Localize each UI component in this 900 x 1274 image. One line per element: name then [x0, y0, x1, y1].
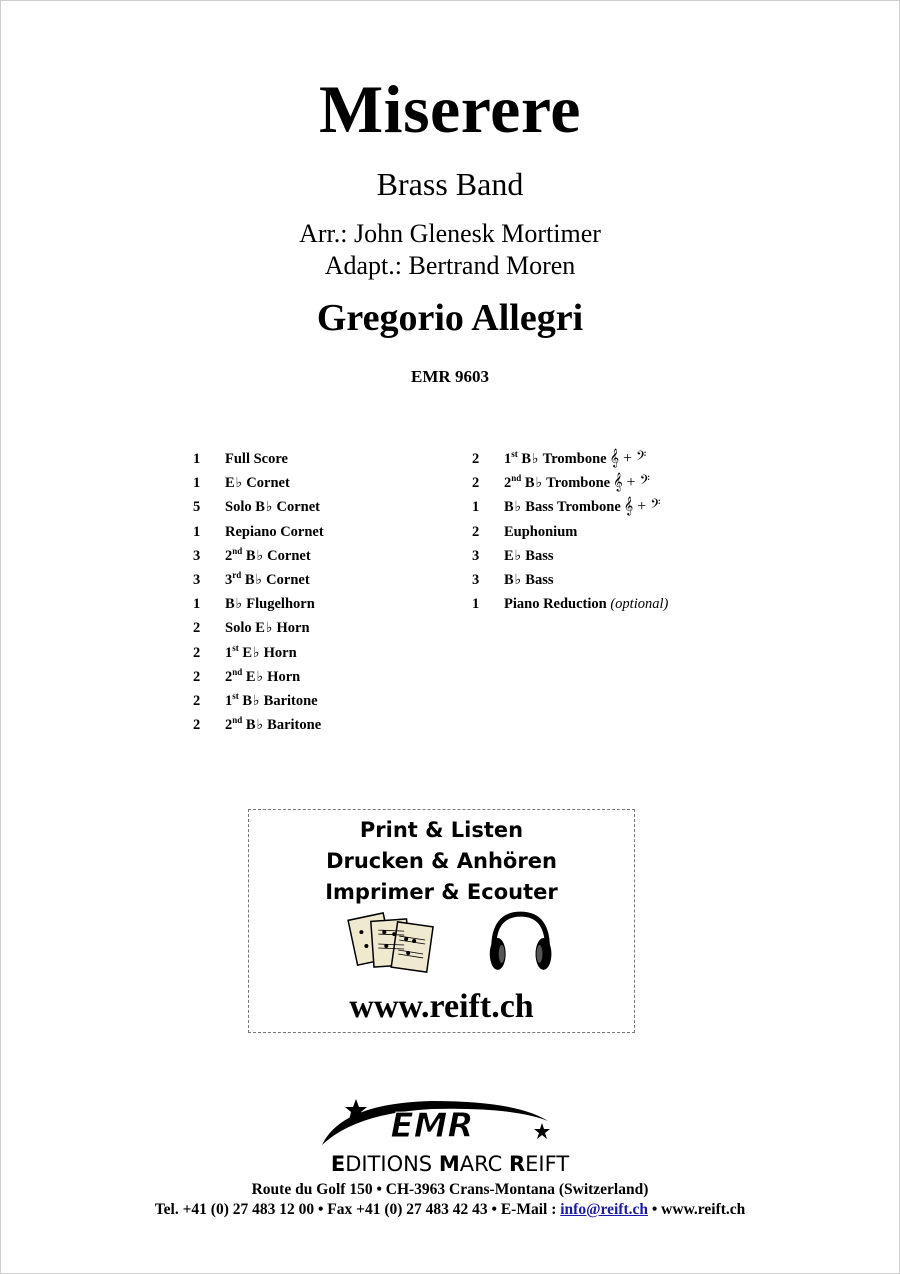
part-name: 3rd B♭ Cornet	[225, 570, 310, 588]
part-name: B♭ Bass Trombone 𝄞 + 𝄢	[504, 498, 661, 516]
part-quantity: 1	[193, 523, 201, 540]
part-name: 2nd B♭ Baritone	[225, 715, 322, 734]
emr-logo	[312, 1093, 557, 1153]
clef-icons: 𝄞 + 𝄢	[609, 450, 647, 467]
flat-sign: ♭	[235, 476, 243, 492]
flat-sign: ♭	[535, 476, 543, 492]
part-quantity: 1	[472, 499, 480, 516]
adapter-credit: Adapt.: Bertrand Moren	[324, 251, 576, 280]
part-quantity: 2	[193, 644, 201, 661]
flat-sign: ♭	[253, 694, 260, 709]
website-text: • www.reift.ch	[648, 1201, 746, 1218]
part-quantity: 2	[472, 523, 480, 540]
part-quantity: 2	[472, 451, 480, 467]
flat-sign: ♭	[265, 621, 273, 637]
part-name: Repiano Cornet	[225, 523, 324, 540]
promo-icons	[249, 910, 634, 985]
part-quantity: 2	[472, 475, 480, 492]
flat-sign: ♭	[235, 597, 243, 613]
part-name: E♭ Cornet	[225, 475, 290, 492]
part-quantity: 1	[193, 475, 201, 492]
flat-sign: ♭	[253, 645, 260, 661]
part-quantity: 2	[193, 693, 201, 709]
part-quantity: 3	[472, 572, 480, 588]
part-name: 1st E♭ Horn	[225, 642, 297, 661]
part-quantity: 5	[193, 499, 201, 516]
emr-logo-text: EMR	[390, 1106, 474, 1146]
part-name: Full Score	[225, 451, 288, 467]
clef-icons: 𝄞 + 𝄢	[613, 474, 650, 492]
sheet-music-icon	[348, 913, 433, 972]
part-quantity: 2	[193, 717, 201, 734]
part-quantity: 2	[193, 620, 201, 637]
part-quantity: 3	[193, 572, 201, 588]
part-name: Euphonium	[504, 523, 578, 540]
part-name: E♭ Bass	[504, 547, 554, 564]
email-link[interactable]: info@reift.ch	[560, 1201, 648, 1218]
flat-sign: ♭	[532, 452, 539, 467]
flat-sign: ♭	[514, 548, 522, 564]
composer-name: Gregorio Allegri	[316, 297, 584, 339]
print-listen-box[interactable]	[248, 809, 635, 1033]
part-quantity: 1	[193, 596, 201, 613]
part-quantity: 3	[193, 547, 201, 564]
part-quantity: 2	[193, 668, 201, 685]
ensemble-subtitle: Brass Band	[376, 166, 524, 202]
flat-sign: ♭	[256, 718, 264, 734]
tel-fax-text: Tel. +41 (0) 27 483 12 00 • Fax +41 (0) 27 483 42 43 • E-Mail :	[154, 1201, 561, 1218]
part-name: 1st B♭ Baritone	[225, 691, 318, 709]
part-name: Piano Reduction (optional)	[504, 596, 669, 613]
flat-sign: ♭	[514, 500, 522, 516]
flat-sign: ♭	[256, 669, 264, 685]
flat-sign: ♭	[514, 573, 522, 588]
part-name: 2nd B♭ Cornet	[225, 545, 311, 564]
part-name: 2nd B♭ Trombone 𝄞 + 𝄢	[504, 473, 650, 492]
part-quantity: 1	[193, 451, 201, 467]
publisher-contact	[0, 1201, 900, 1219]
promo-line-french: Imprimer & Ecouter	[325, 880, 558, 904]
page-title: Miserere	[319, 71, 581, 147]
arranger-credit: Arr.: John Glenesk Mortimer	[299, 219, 601, 248]
optional-note: (optional)	[610, 596, 669, 613]
publisher-name: EDITIONS MARC REIFT	[330, 1152, 570, 1176]
part-name: B♭ Flugelhorn	[225, 596, 315, 613]
part-name: Solo B♭ Cornet	[225, 499, 320, 516]
flat-sign: ♭	[256, 548, 264, 564]
clef-icons: 𝄞 + 𝄢	[623, 498, 661, 516]
flat-sign: ♭	[265, 500, 273, 516]
flat-sign: ♭	[255, 573, 263, 588]
promo-line-english: Print & Listen	[359, 818, 524, 842]
part-quantity: 3	[472, 547, 480, 564]
promo-website[interactable]: www.reift.ch	[349, 988, 534, 1025]
headphones-icon	[490, 914, 552, 970]
part-quantity: 1	[472, 596, 480, 613]
publisher-address: Route du Golf 150 • CH-3963 Crans-Montana (Switzerland)	[251, 1181, 649, 1198]
part-name: 2nd E♭ Horn	[225, 666, 301, 685]
part-name: B♭ Bass	[504, 572, 554, 588]
part-name: 1st B♭ Trombone 𝄞 + 𝄢	[504, 449, 647, 467]
promo-line-german: Drucken & Anhören	[326, 849, 557, 873]
part-name: Solo E♭ Horn	[225, 620, 310, 637]
catalog-number: EMR 9603	[411, 367, 489, 386]
